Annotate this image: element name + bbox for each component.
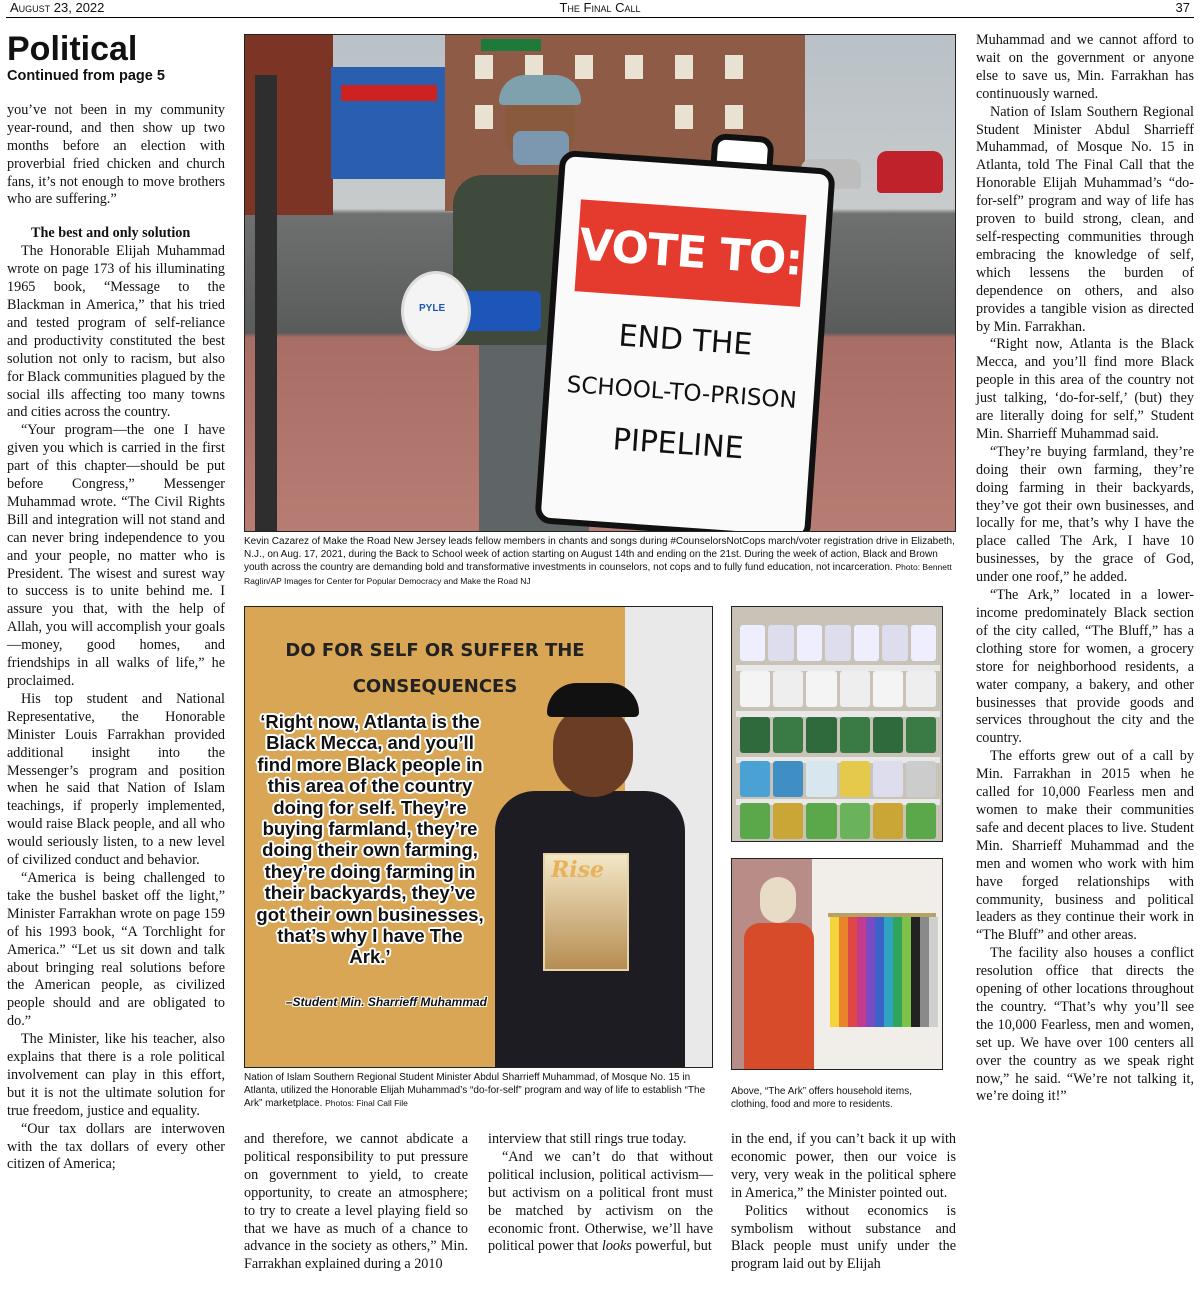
paragraph: interview that still rings true today. [488,1131,687,1147]
paragraph: “And we can’t do that without political inclusion, political activism—but activism on a political front must be matched by activism on the economic front. Otherwise, we’ll have political power that looks powerful, but [488,1148,713,1255]
megaphone [401,271,541,351]
clothing [830,917,938,1027]
building [331,67,447,179]
sign-line: PIPELINE [611,422,745,467]
paragraph: Muhammad and we cannot afford to wait on the government or anyone else to save us, Min. Farrakhan has continuously warned. [976,32,1194,102]
paragraph: “Your program—the one I have given you which is carried in the first part of this chapter—should be put before Congress,” Messenger Muhammad wrote. “The Civil Rights Bill and integration will not stand and can never bring independence to you and your people, no matter who is President. The wisest and surest way to success is to unite behind me. I assure you that, with the help of Allah, you will accomplish your goals—money, good homes, and friendships in all walks of life,” he proclaimed. [7,422,225,689]
article-column-5 [976,32,1194,1106]
photo-vote-sign [244,34,956,532]
magazine-title: Rise [551,857,605,883]
photo-credit: Photos: Final Call File [325,1098,408,1108]
photo-credit: Photo: Bennett Raglin/AP Images for Center for Popular Democracy and Make the Road NJ [244,562,952,586]
photo-caption [731,1086,945,1111]
paragraph: The Minister, like his teacher, also explains that there is a role political involvement can play in this effort, but it is not the ultimate solution for true freedom, justice and equality. [7,1031,225,1119]
paragraph: “Right now, Atlanta is the Black Mecca, and you’ll find more Black people in this area of the country not just talking, ‘do-for-self,’ (but) they are literally doing for self,” Student Min. Sharrieff Muhammad said. [976,336,1194,442]
page-number: 37 [1175,0,1190,15]
paragraph: His top student and National Representative, the Honorable Minister Louis Farrakhan provided additional insight into the Messenger’s program and position when he said that Nation of Islam teachings, if properly implemented, would raise Black people, and all who would seriously listen, to a new level of civilized conduct and behavior. [7,690,225,869]
article-column-2 [244,1131,468,1274]
caption-text: Kevin Cazarez of Make the Road New Jersey leads fellow members in chants and songs during #CounselorsNotCops march/voter registration drive in Elizabeth, N.J., on Aug. 17, 2021, during the Back to School week of action starting on August 14th and ending on the 21st. During the week of action, Black and Brown youth across the country are demanding bold and transformative investments in counselors, not cops and to fully fund education, not incarceration. [244,536,955,573]
paragraph: “America is being challenged to take the bushel basket off the light,” Minister Farrakhan wrote on page 159 of his 1993 book, “A Torchlight for America.” “Let us sit down and talk about bringing real solutions before the American people, as civilized people should and are obligated to do.” [7,869,225,1030]
paragraph: “The Ark,” located in a lower-income predominately Black section of the city called, “The Bluff,” has a clothing store for women, a grocery store for neighborhood residents, a water company, a bakery, and other businesses that provide goods and services throughout the city and the country. [976,587,1194,747]
paragraph: Politics without economics is symbolism without substance and Black people must unify under the program laid out by Elijah [731,1202,956,1273]
section-title: Political [7,30,138,68]
caption-text: Above, “The Ark” offers household items, clothing, food and more to residents. [731,1086,913,1110]
car [877,151,943,193]
article-column-1 [7,32,225,1174]
paragraph: “They’re buying farmland, they’re doing their own farming, they’re doing farming in their backyards, they’ve got their own businesses, and locally for me, that’s why I have the place called The Ark, I have 10 businesses, by the grace of God, under one roof,” he added. [976,443,1194,586]
pull-quote-attribution: –Student Min. Sharrieff Muhammad [285,995,487,1009]
photo-caption [244,1072,716,1111]
page-header [6,0,1194,18]
pull-quote: ‘Right now, Atlanta is the Black Mecca, and you’ll find more Black people in this area of the country doing for self. They’re buying farmland, they’re doing their own farming, they’re doing farming in their backyards, they’ve got their own businesses, that’s why I have The Ark.’ [256,711,484,968]
caption-text: Nation of Islam Southern Regional Student Minister Abdul Sharrieff Muhammad, of Mosque No. 15 in Atlanta, utilized the Honorable Elijah Muhammad’s “do-for-self” program and way of life to establish “The Ark” marketplace. [244,1072,706,1109]
paragraph: The efforts grew out of a call by Min. Farrakhan in 2015 when he called for 10,000 Fearless men and women to make their communities safe and decent places to live. Student Min. Sharrieff Muhammad and the men and women who work with him have forged relationships with community, business and political leaders as they continue their work in “The Bluff” and other areas. [976,748,1194,944]
street-sign [481,39,541,51]
photo-clothing-rack [731,858,943,1070]
sign-line: END THE [617,318,754,363]
subheading: The best and only solution [31,225,191,242]
storefront-sign [341,85,437,101]
wall-sign: DO FOR SELF OR SUFFER THE CONSEQUENCES [285,640,585,697]
publication-name: The Final Call [559,0,641,15]
paragraph: “Our tax dollars are interwoven with the tax dollars of every other citizen of America; [7,1120,225,1173]
photo-caption [244,536,958,588]
paragraph: in the end, if you can’t back it up with economic power, then our voice is very, very weak in the political sphere in America,” the Minister pointed out. [731,1131,956,1201]
paragraph: and therefore, we cannot abdicate a political responsibility to put pressure on government to yield, to create opportunity, to create an atmosphere; to try to create a level playing field so that we have as much of a chance to advance in the society as others,” Min. Farrakhan explained during a 2010 [244,1131,468,1273]
sign-line: SCHOOL-TO-PRISON [565,371,798,414]
megaphone-brand: PYLE [419,303,446,314]
article-column-3 [488,1131,713,1256]
paragraph: The Honorable Elijah Muhammad wrote on page 173 of his illuminating 1965 book, “Message to the Blackman in America,” that his tried and tested program of self-reliance and productivity constituted the best solution not only to racism, but also for Black communities plagued by the social ills affecting too many towns and cities across the country. [7,243,225,421]
issue-date: August 23, 2022 [10,0,105,15]
paragraph: you’ve not been in my community year-round, and then show up two months before an election with proverbial fried chicken and church fans, it’s not enough to move brothers who are suffering.” [7,101,225,208]
paragraph: The facility also houses a conflict resolution office that directs the opening of other locations throughout the country. “That’s why you’ll see the 10,000 Fearless, men and women, set up. We have over 100 centers all over the country as we speak right now,” he said. “We’re not talking it, we’re doing it!” [976,945,1194,1105]
clipboard-sign [534,150,835,532]
sign-headline: VOTE TO: [575,199,807,307]
photo-student-minister [244,606,713,1068]
shop-attendant [744,877,814,1070]
article-column-4 [731,1131,956,1274]
continued-note: Continued from page 5 [7,68,165,84]
magazine [543,853,629,971]
lamp-post [255,75,277,532]
paragraph: Nation of Islam Southern Regional Student Minister Abdul Sharrieff Muhammad, of Mosque No. 15 in Atlanta, told The Final Call that the Honorable Elijah Muhammad’s “do-for-self” program and way of life has proven to build strong, clean, and self-respecting communities through embracing the knowledge of self, which lessens the burden of dependence on others, and also provides a tangible vision as directed by Min. Farrakhan. [976,103,1194,335]
photo-store-shelves [731,606,943,842]
